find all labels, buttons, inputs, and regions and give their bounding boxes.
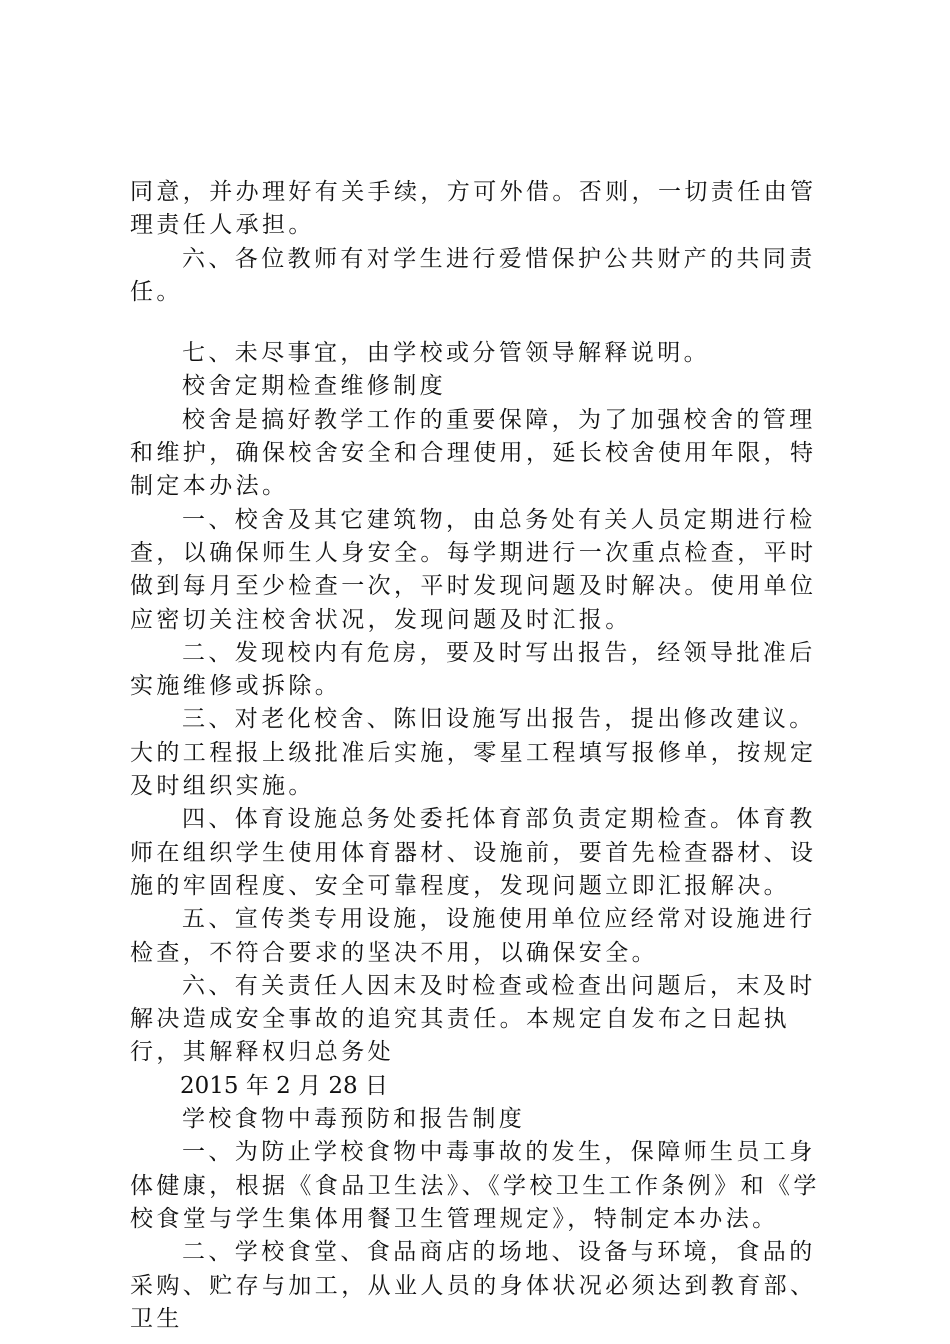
paragraph-item-seven: 七、未尽事宜，由学校或分管领导解释说明。 [182, 340, 710, 367]
paragraph-item-four: 四、体育设施总务处委托体育部负责定期检查。体育教师在组织学生使用体育器材、设施前，要首先检查器材、设施的牢固程度、安全可靠程度，发现问题立即汇报解决。 [130, 806, 817, 899]
paragraph-intro: 校舍是搞好教学工作的重要保障，为了加强校舍的管理和维护，确保校舍安全和合理使用，延长校舍使用年限，特制定本办法。 [130, 406, 817, 500]
document-body [130, 176, 840, 1336]
paragraph-item-five: 五、宣传类专用设施，设施使用单位应经常对设施进行检查，不符合要求的坚决不用，以确保安全。 [130, 906, 816, 966]
paragraph-item-six-property: 六、各位教师有对学生进行爱惜保护公共财产的共同责任。 [130, 245, 816, 305]
document-date: 2015 年 2 月 28 日 [180, 1072, 388, 1099]
paragraph-item-three: 三、对老化校舍、陈旧设施写出报告，提出修改建议。大的工程报上级批准后实施，零星工程填写报修单，按规定及时组织实施。 [130, 706, 817, 800]
paragraph-item-six-responsibility: 六、有关责任人因末及时检查或检查出问题后，末及时解决造成安全事故的追究其责任。本规定自发布之日起执行，其解释权归总务处 [130, 972, 816, 1066]
paragraph-item-one: 一、校舍及其它建筑物，由总务处有关人员定期进行检查，以确保师生人身安全。每学期进行一次重点检查，平时做到每月至少检查一次，平时发现问题及时解决。使用单位应密切关注校舍状况，发现问题及时汇报。 [130, 506, 817, 633]
section-heading-inspection: 校舍定期检查维修制度 [182, 373, 446, 400]
paragraph-continuation: 同意，并办理好有关手续，方可外借。否则，一切责任由管理责任人承担。 [130, 179, 817, 239]
section-heading-food-poisoning: 学校食物中毒预防和报告制度 [182, 1106, 526, 1133]
paragraph-food-item-one: 一、为防止学校食物中毒事故的发生，保障师生员工身体健康，根据《食品卫生法》、《学校卫生工作条例》和《学校食堂与学生集体用餐卫生管理规定》，特制定本办法。 [130, 1139, 820, 1232]
paragraph-item-two: 二、发现校内有危房，要及时写出报告，经领导批准后实施维修或拆除。 [130, 639, 816, 700]
paragraph-food-item-two: 二、学校食堂、食品商店的场地、设备与环境，食品的采购、贮存与加工，从业人员的身体状况必须达到教育部、卫生 [130, 1239, 817, 1332]
